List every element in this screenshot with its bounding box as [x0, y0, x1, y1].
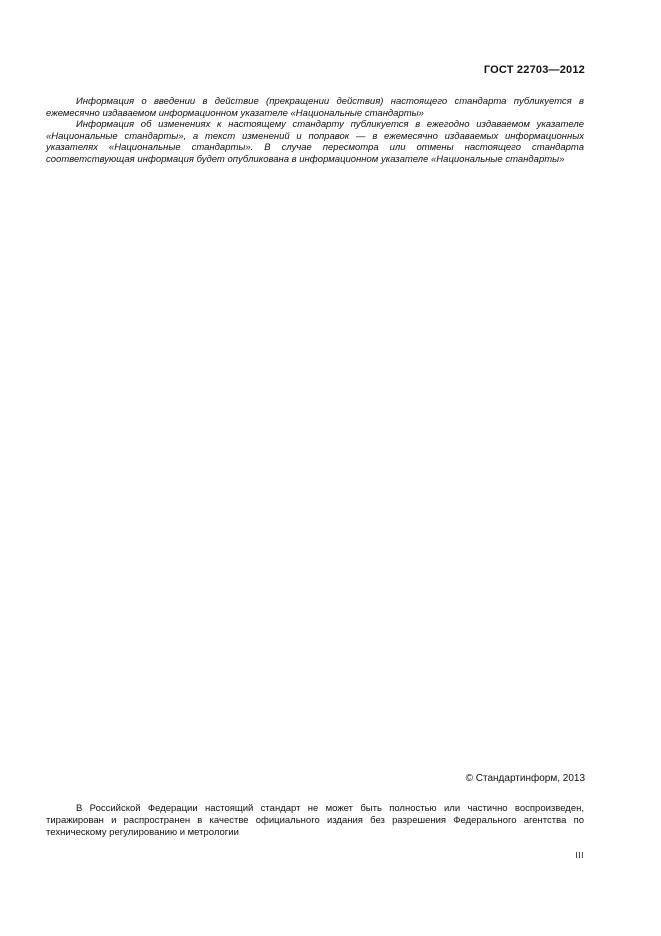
page-number: III [575, 850, 584, 860]
notice-paragraph-changes: Информация об изменениях к настоящему стандарту публикуется в ежегодно издаваемом указателе «Национальные стандарты», а текст изменений и поправок — в ежемесячно издаваемых информационных указателях «Национальные стандарты». В случае пересмотра или отмены настоящего стандарта соответствующая информация будет опубликована в информационном указателе «Национальные стандарты» [46, 119, 584, 165]
legal-paragraph: В Российской Федерации настоящий стандарт не может быть полностью или частично воспроизведен, тиражирован и распространен в качестве официального издания без разрешения Федерального агентства по техническому регулированию и метрологии [46, 803, 584, 838]
publication-notice [46, 96, 584, 166]
legal-notice [46, 803, 584, 838]
copyright-line: © Стандартинформ, 2013 [465, 773, 585, 784]
document-code: ГОСТ 22703—2012 [483, 64, 585, 76]
notice-paragraph-enactment: Информация о введении в действие (прекращении действия) настоящего стандарта публикуется в ежемесячно издаваемом информационном указателе «Национальные стандарты» [46, 96, 584, 119]
